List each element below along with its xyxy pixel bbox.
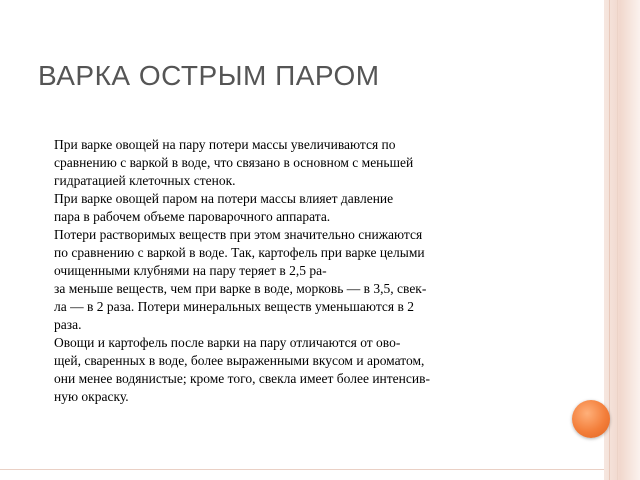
- body-line: по сравнению с варкой в воде. Так, картофель при варке целыми: [54, 245, 425, 260]
- body-line: пара в рабочем объеме пароварочного аппарата.: [54, 209, 331, 224]
- body-line: за меньше веществ, чем при варке в воде, морковь — в 3,5, свек-: [54, 281, 427, 296]
- slide-body: [54, 136, 554, 406]
- body-line: гидратацией клеточных стенок.: [54, 173, 236, 188]
- decorative-vertical-line: [617, 0, 618, 480]
- body-line: Потери растворимых веществ при этом значительно снижаются: [54, 227, 423, 242]
- body-line: очищенными клубнями на пару теряет в 2,5 ра-: [54, 263, 327, 278]
- slide-title: ВАРКА ОСТРЫМ ПАРОМ: [38, 60, 380, 91]
- body-line: сравнению с варкой в воде, что связано в основном с меньшей: [54, 155, 414, 170]
- decorative-vertical-line: [609, 0, 610, 480]
- body-line: раза.: [54, 317, 82, 332]
- body-line: При варке овощей паром на потери массы влияет давление: [54, 191, 394, 206]
- body-line: ла — в 2 раза. Потери минеральных веществ уменьшаются в 2: [54, 299, 414, 314]
- body-line: Овощи и картофель после варки на пару отличаются от ово-: [54, 335, 401, 350]
- orange-circle-icon: [572, 400, 610, 438]
- body-line: щей, сваренных в воде, более выраженными вкусом и ароматом,: [54, 353, 425, 368]
- body-line: ную окраску.: [54, 389, 129, 404]
- body-line: они менее водянистые; кроме того, свекла имеет более интенсив-: [54, 371, 430, 386]
- decorative-bottom-line: [0, 469, 604, 470]
- body-line: При варке овощей на пару потери массы увеличиваются по: [54, 137, 396, 152]
